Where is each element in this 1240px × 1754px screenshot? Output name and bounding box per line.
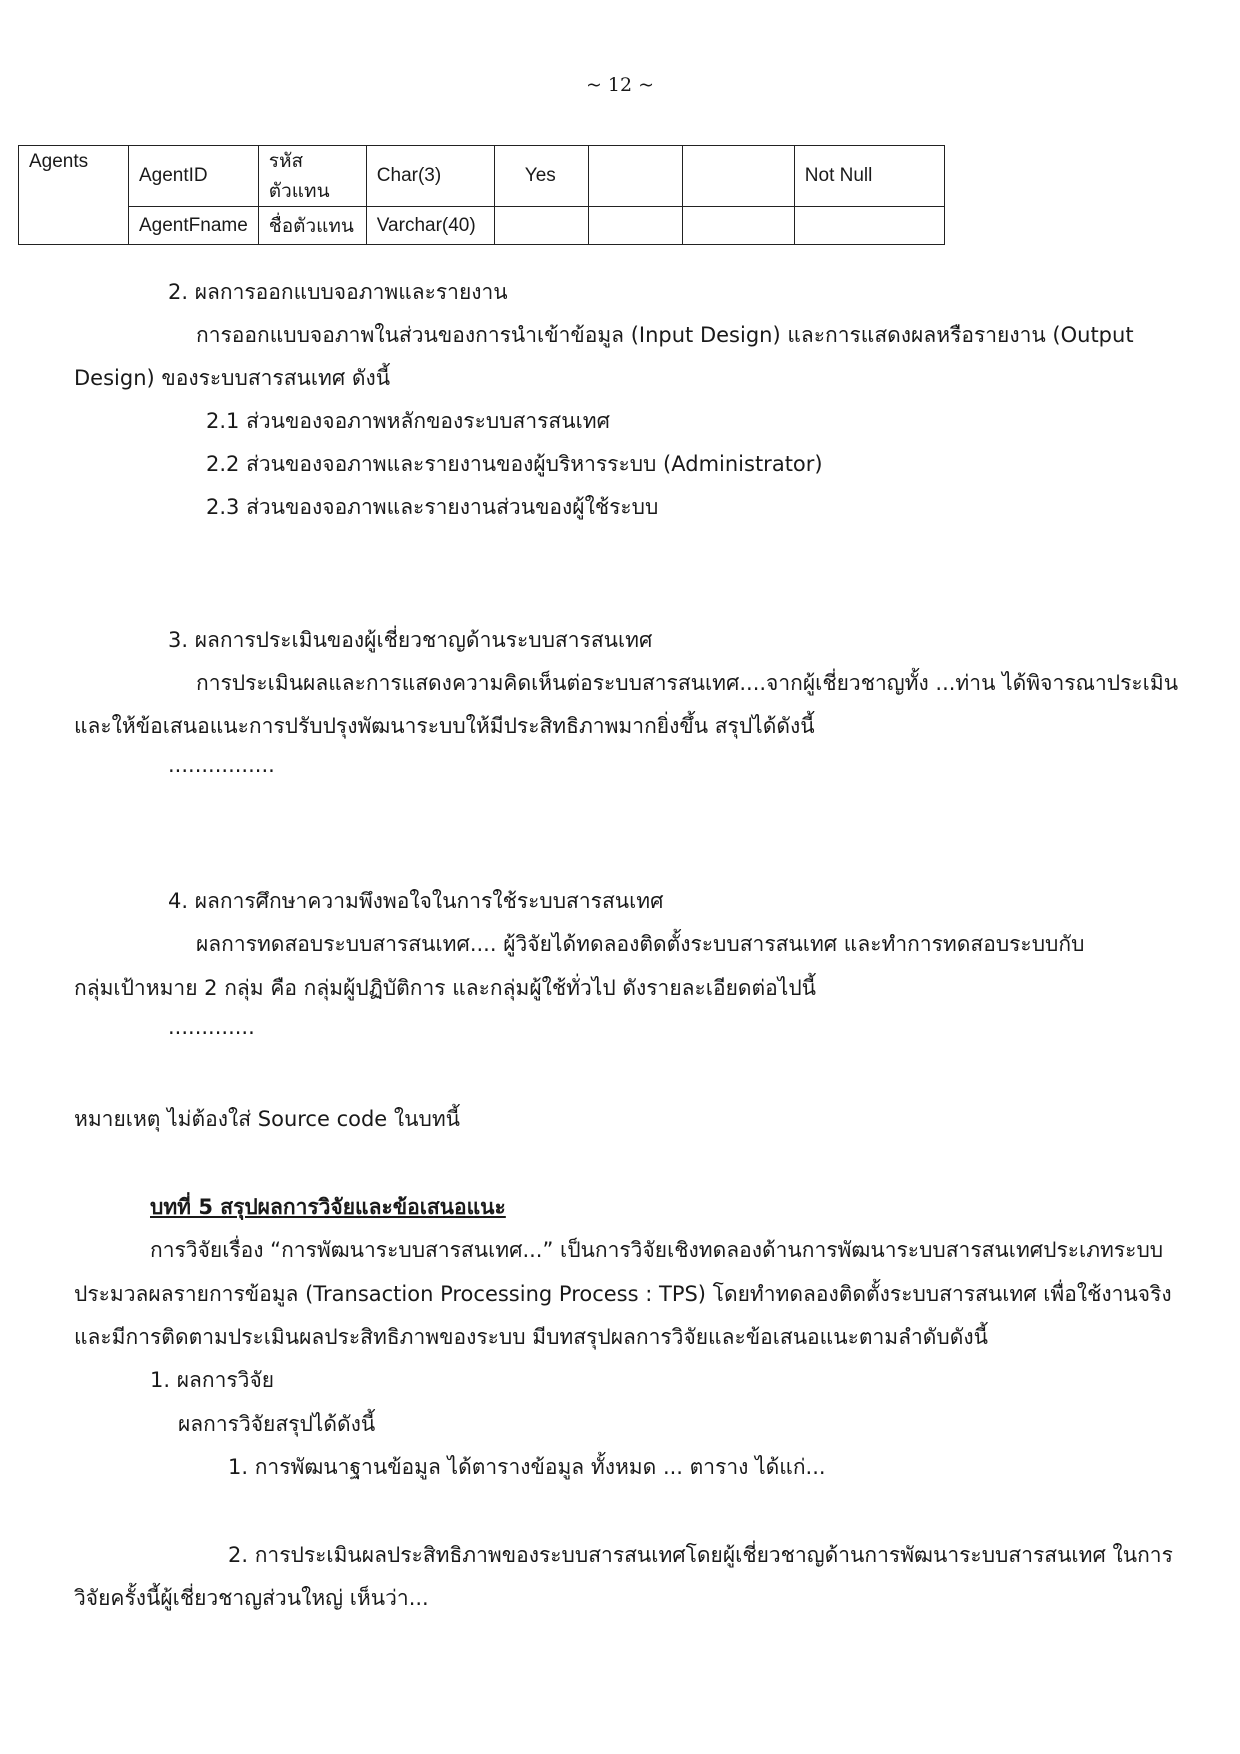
table-cell: รหัสตัวแทน [258,146,366,207]
section4-heading: 4. ผลการศึกษาความพึงพอใจในการใช้ระบบสารสนเทศ [168,889,664,913]
table-cell: ชื่อตัวแทน [258,207,366,245]
section3-heading: 3. ผลการประเมินของผู้เชี่ยวชาญด้านระบบสารสนเทศ [168,628,653,652]
list-item-continuation: วิจัยครั้งนี้ผู้เชี่ยวชาญส่วนใหญ่ เห็นว่า... [74,1586,429,1610]
table-cell: Char(3) [366,146,494,207]
section2-heading: 2. ผลการออกแบบจอภาพและรายงาน [168,280,508,304]
page-number: ~ 12 ~ [585,74,655,96]
section4-paragraph-line: กลุ่มเป้าหมาย 2 กลุ่ม คือ กลุ่มผู้ปฏิบัติการ และกลุ่มผู้ใช้ทั่วไป ดังรายละเอียดต่อไปนี้ [74,976,817,1000]
table-cell [588,146,682,207]
table-cell [682,207,794,245]
table-cell: AgentFname [129,207,259,245]
list-item: 1. การพัฒนาฐานข้อมูล ได้ตารางข้อมูล ทั้งหมด ... ตาราง ได้แก่... [228,1455,826,1479]
section4-paragraph-line: ผลการทดสอบระบบสารสนเทศ.... ผู้วิจัยได้ทดลองติดตั้งระบบสารสนเทศ และทำการทดสอบระบบกับ [196,932,1085,956]
table-cell [682,146,794,207]
section3-placeholder-dots: ................ [168,753,275,777]
table-cell: Yes [494,146,588,207]
list-item: 2.2 ส่วนของจอภาพและรายงานของผู้บริหารระบบ (Administrator) [206,452,823,476]
table-cell [494,207,588,245]
chapter5-paragraph-line: ประมวลผลรายการข้อมูล (Transaction Processing Process : TPS) โดยทำทดลองติดตั้งระบบสารสนเทศ เพื่อใช้งานจริง [74,1282,1172,1306]
table-row [19,207,945,245]
list-item: 2.1 ส่วนของจอภาพหลักของระบบสารสนเทศ [206,409,610,433]
chapter5-paragraph-line: การวิจัยเรื่อง “การพัฒนาระบบสารสนเทศ...” เป็นการวิจัยเชิงทดลองด้านการพัฒนาระบบสารสนเทศประเภทระบบ [150,1238,1164,1262]
section2-paragraph-line: Design) ของระบบสารสนเทศ ดังนี้ [74,366,391,390]
chapter5-paragraph-line: และมีการติดตามประเมินผลประสิทธิภาพของระบบ มีบทสรุปผลการวิจัยและข้อเสนอแนะตามลำดับดังนี้ [74,1325,988,1349]
table-cell: AgentID [129,146,259,207]
section3-paragraph-line: การประเมินผลและการแสดงความคิดเห็นต่อระบบสารสนเทศ....จากผู้เชี่ยวชาญทั้ง ...ท่าน ได้พิจารณาประเมิน [196,671,1179,695]
table-cell [794,207,944,245]
table-cell: Not Null [794,146,944,207]
list-item: 2. การประเมินผลประสิทธิภาพของระบบสารสนเทศโดยผู้เชี่ยวชาญด้านการพัฒนาระบบสารสนเทศ ในการ [228,1543,1173,1567]
table-cell: Varchar(40) [366,207,494,245]
section2-paragraph-line: การออกแบบจอภาพในส่วนของการนำเข้าข้อมูล (Input Design) และการแสดงผลหรือรายงาน (Output [196,323,1134,347]
section4-placeholder-dots: ............. [168,1015,255,1039]
list-item: 2.3 ส่วนของจอภาพและรายงานส่วนของผู้ใช้ระบบ [206,495,659,519]
table-cell: Agents [19,146,129,245]
chapter5-subheading: 1. ผลการวิจัย [150,1368,275,1392]
section3-paragraph-line: และให้ข้อเสนอแนะการปรับปรุงพัฒนาระบบให้มีประสิทธิภาพมากยิ่งขึ้น สรุปได้ดังนี้ [74,714,815,738]
table-cell [588,207,682,245]
data-dictionary-table [18,145,945,245]
table-row [19,146,945,207]
note-text: หมายเหตุ ไม่ต้องใส่ Source code ในบทนี้ [74,1107,461,1131]
chapter5-intro: ผลการวิจัยสรุปได้ดังนี้ [178,1412,376,1436]
chapter5-heading: บทที่ 5 สรุปผลการวิจัยและข้อเสนอแนะ [150,1195,506,1219]
